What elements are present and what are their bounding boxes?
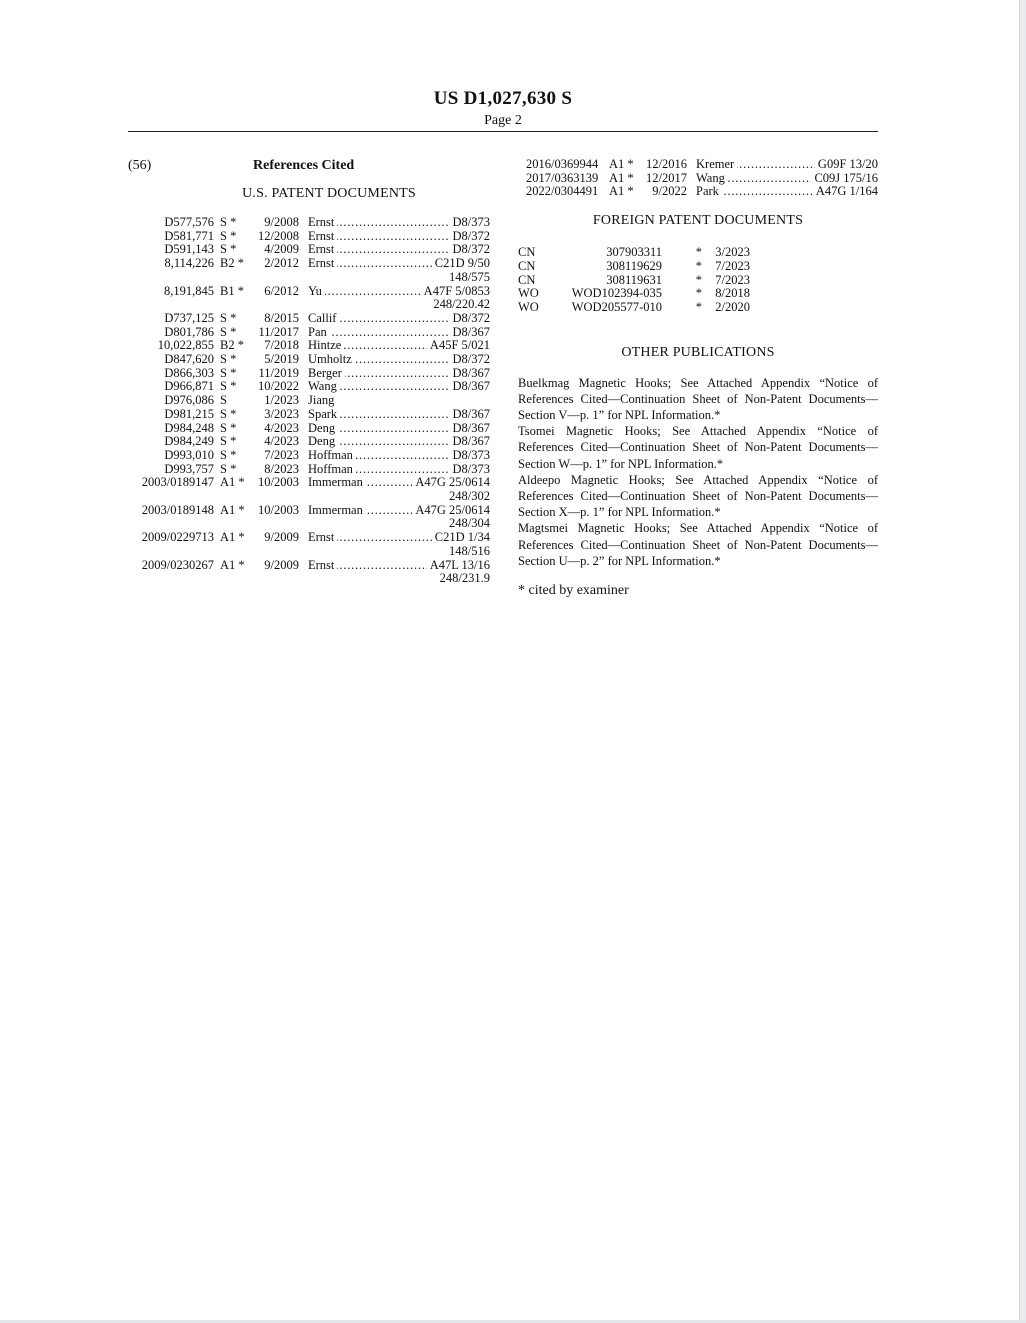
issue-date: 10/2003 bbox=[258, 502, 299, 517]
inventor-name: Immerman bbox=[308, 504, 366, 517]
kind-code: S * bbox=[220, 352, 237, 367]
kind-code: S * bbox=[220, 406, 237, 421]
kind-code: A1 * bbox=[609, 170, 634, 185]
header-rule bbox=[128, 131, 878, 132]
kind-code: A1 * bbox=[609, 184, 634, 199]
kind-code: S * bbox=[220, 379, 237, 394]
other-publications-list bbox=[518, 375, 878, 569]
patent-number: US D1,027,630 S bbox=[433, 88, 573, 109]
classification: D8/367 bbox=[450, 380, 491, 394]
issue-date: 10/2003 bbox=[258, 475, 299, 490]
classification: A47G 25/0614 bbox=[412, 504, 490, 518]
foreign-patent-documents-list bbox=[518, 246, 878, 315]
document-number: D591,143 bbox=[164, 242, 214, 257]
inventor-name: Ernst bbox=[308, 257, 337, 270]
page-number: Page 2 bbox=[484, 113, 522, 128]
inventor-name: Ernst bbox=[308, 243, 337, 256]
publication-date: 7/2023 bbox=[715, 258, 750, 273]
section-number: (56) bbox=[128, 158, 152, 173]
classification: D8/372 bbox=[450, 353, 491, 367]
inventor-cell bbox=[696, 172, 811, 186]
issue-date: 9/2009 bbox=[264, 557, 299, 572]
issue-date: 5/2019 bbox=[264, 352, 299, 367]
classification: D8/373 bbox=[450, 449, 491, 463]
classification: D8/367 bbox=[450, 367, 491, 381]
publication-date: 7/2023 bbox=[715, 272, 750, 287]
other-publications-title: OTHER PUBLICATIONS bbox=[621, 344, 775, 360]
foreign-reference-row bbox=[518, 260, 878, 274]
inventor-name: Berger bbox=[308, 367, 345, 380]
publication-date: 3/2023 bbox=[715, 245, 750, 260]
kind-code: S * bbox=[220, 420, 237, 435]
classification: D8/373 bbox=[450, 463, 491, 477]
inventor-cell bbox=[308, 380, 450, 394]
classification: D8/367 bbox=[450, 326, 491, 340]
inventor-name: Callif bbox=[308, 312, 339, 325]
publication-date: 2/2020 bbox=[715, 299, 750, 314]
issue-date: 1/2023 bbox=[264, 393, 299, 408]
kind-code: S * bbox=[220, 228, 237, 243]
classification: A45F 5/021 bbox=[427, 339, 490, 353]
kind-code: S * bbox=[220, 242, 237, 257]
inventor-name: Wang bbox=[696, 172, 728, 185]
reference-row bbox=[128, 476, 490, 490]
document-number: 2016/0369944 bbox=[526, 157, 599, 171]
inventor-name: Jiang bbox=[308, 394, 337, 407]
document-number: D993,010 bbox=[164, 447, 214, 462]
classification-continued: 148/516 bbox=[449, 543, 490, 558]
country-code: CN bbox=[518, 272, 536, 287]
classification-continued: 248/220.42 bbox=[433, 297, 490, 312]
document-number: D981,215 bbox=[164, 406, 214, 421]
reference-row bbox=[128, 435, 490, 449]
kind-code: A1 * bbox=[609, 157, 634, 171]
classification: A47G 25/0614 bbox=[412, 476, 490, 490]
kind-code: S * bbox=[220, 310, 237, 325]
document-number: D993,757 bbox=[164, 461, 214, 476]
kind-code: S * bbox=[220, 461, 237, 476]
inventor-cell bbox=[308, 216, 450, 230]
inventor-name: Immerman bbox=[308, 476, 366, 489]
document-number: D976,086 bbox=[164, 393, 214, 408]
issue-date: 7/2023 bbox=[264, 447, 299, 462]
references-right-column bbox=[518, 158, 878, 599]
examiner-mark: * bbox=[695, 272, 702, 287]
us-patent-documents-continued bbox=[518, 158, 878, 199]
kind-code: S * bbox=[220, 215, 237, 229]
inventor-name: Umholtz bbox=[308, 353, 355, 366]
reference-row bbox=[128, 339, 490, 353]
country-code: WO bbox=[518, 286, 539, 301]
inventor-cell bbox=[308, 285, 421, 299]
reference-row bbox=[128, 367, 490, 381]
inventor-cell bbox=[308, 449, 450, 463]
document-number: 2017/0363139 bbox=[526, 170, 599, 185]
reference-row bbox=[128, 422, 490, 436]
examiner-mark: * bbox=[695, 258, 702, 273]
reference-row bbox=[128, 380, 490, 394]
issue-date: 9/2009 bbox=[264, 530, 299, 545]
kind-code: A1 * bbox=[220, 502, 245, 517]
classification: A47G 1/164 bbox=[813, 185, 878, 199]
reference-row bbox=[128, 285, 490, 299]
document-number: 2022/0304491 bbox=[526, 184, 599, 199]
document-number: D581,771 bbox=[164, 228, 214, 243]
issue-date: 3/2023 bbox=[264, 406, 299, 421]
us-patent-documents-title: U.S. PATENT DOCUMENTS bbox=[242, 186, 416, 201]
classification: D8/367 bbox=[450, 408, 491, 422]
inventor-cell bbox=[308, 339, 427, 353]
document-number: D737,125 bbox=[164, 310, 214, 325]
classification: C21D 9/50 bbox=[432, 257, 490, 271]
reference-row bbox=[128, 257, 490, 271]
inventor-cell bbox=[308, 504, 412, 518]
references-left-column bbox=[128, 158, 490, 586]
inventor-name: Ernst bbox=[308, 230, 337, 243]
inventor-name: Deng bbox=[308, 422, 338, 435]
inventor-name: Ernst bbox=[308, 216, 337, 229]
inventor-cell bbox=[308, 243, 450, 257]
reference-row bbox=[128, 230, 490, 244]
inventor-cell bbox=[308, 367, 450, 381]
classification: D8/372 bbox=[450, 230, 491, 244]
country-code: CN bbox=[518, 258, 536, 273]
reference-row bbox=[128, 216, 490, 230]
inventor-name: Ernst bbox=[308, 531, 337, 544]
foreign-reference-row bbox=[518, 246, 878, 260]
inventor-cell bbox=[696, 158, 815, 172]
document-number: D866,303 bbox=[164, 365, 214, 380]
issue-date: 4/2009 bbox=[264, 242, 299, 257]
foreign-reference-row bbox=[518, 287, 878, 301]
classification: G09F 13/20 bbox=[815, 158, 878, 172]
classification-continued: 248/304 bbox=[449, 516, 490, 531]
document-number: 8,114,226 bbox=[164, 256, 214, 271]
reference-row bbox=[128, 243, 490, 257]
inventor-name: Hintze bbox=[308, 339, 344, 352]
classification: A47L 13/16 bbox=[427, 559, 490, 573]
kind-code: B2 * bbox=[220, 338, 244, 353]
cited-by-examiner-note: * cited by examiner bbox=[518, 583, 629, 599]
reference-row bbox=[128, 408, 490, 422]
inventor-name: Hoffman bbox=[308, 449, 356, 462]
issue-date: 4/2023 bbox=[264, 420, 299, 435]
classification: D8/367 bbox=[450, 422, 491, 436]
document-number: 307903311 bbox=[606, 245, 662, 260]
references-heading bbox=[128, 158, 490, 178]
classification: D8/373 bbox=[450, 216, 491, 230]
country-code: CN bbox=[518, 245, 536, 260]
document-number: 308119631 bbox=[606, 272, 662, 287]
document-number: 8,191,845 bbox=[164, 283, 214, 298]
inventor-name: Wang bbox=[308, 380, 340, 393]
document-number: D801,786 bbox=[164, 324, 214, 339]
publication-entry: Aldeepo Magnetic Hooks; See Attached Appendix “Notice of References Cited—Continuation Sheet of Non-Patent Documents—Section X—p. 1” for NPL Information.* bbox=[518, 472, 878, 520]
publication-entry: Magtsmei Magnetic Hooks; See Attached Appendix “Notice of References Cited—Continuation Sheet of Non-Patent Documents—Section U—p. 2” for NPL Information.* bbox=[518, 521, 878, 568]
inventor-cell bbox=[308, 463, 450, 477]
classification-continued: 248/302 bbox=[449, 489, 490, 504]
inventor-cell bbox=[308, 230, 450, 244]
inventor-cell bbox=[308, 326, 450, 340]
country-code: WO bbox=[518, 299, 539, 314]
document-number: 10,022,855 bbox=[157, 338, 214, 353]
kind-code: A1 * bbox=[220, 475, 245, 490]
examiner-mark: * bbox=[695, 245, 702, 260]
document-number: 2009/0229713 bbox=[141, 530, 214, 545]
document-number: 308119629 bbox=[606, 258, 662, 273]
classification: C21D 1/34 bbox=[432, 531, 490, 545]
document-number: WOD102394-035 bbox=[571, 286, 662, 301]
inventor-name: Kremer bbox=[696, 158, 737, 171]
issue-date: 7/2018 bbox=[264, 338, 299, 353]
reference-row bbox=[128, 326, 490, 340]
us-patent-documents-list bbox=[128, 216, 490, 586]
issue-date: 12/2016 bbox=[646, 157, 687, 171]
issue-date: 9/2008 bbox=[264, 215, 299, 229]
inventor-cell bbox=[308, 476, 412, 490]
classification: D8/372 bbox=[450, 312, 491, 326]
classification: D8/367 bbox=[450, 435, 491, 449]
inventor-name: Pan bbox=[308, 326, 330, 339]
examiner-mark: * bbox=[695, 286, 702, 301]
document-number: D577,576 bbox=[164, 215, 214, 229]
foreign-patent-documents-title: FOREIGN PATENT DOCUMENTS bbox=[592, 213, 804, 229]
kind-code: S bbox=[220, 393, 227, 408]
kind-code: S * bbox=[220, 324, 237, 339]
document-number: 2009/0230267 bbox=[141, 557, 214, 572]
document-number: D984,248 bbox=[164, 420, 214, 435]
page-header bbox=[128, 88, 878, 129]
inventor-name: Spark bbox=[308, 408, 340, 421]
classification: D8/372 bbox=[450, 243, 491, 257]
page-edge-right bbox=[1019, 0, 1026, 1323]
classification: A47F 5/0853 bbox=[421, 285, 490, 299]
kind-code: B1 * bbox=[220, 283, 244, 298]
inventor-name: Yu bbox=[308, 285, 325, 298]
inventor-cell bbox=[308, 408, 450, 422]
publication-entry: Tsomei Magnetic Hooks; See Attached Appendix “Notice of References Cited—Continuation Sheet of Non-Patent Documents—Section W—p. 1” for NPL Information.* bbox=[518, 424, 878, 471]
kind-code: B2 * bbox=[220, 256, 244, 271]
document-number: D966,871 bbox=[164, 379, 214, 394]
reference-row bbox=[128, 353, 490, 367]
classification-continued: 248/231.9 bbox=[439, 571, 490, 586]
issue-date: 8/2015 bbox=[264, 310, 299, 325]
issue-date: 11/2019 bbox=[258, 365, 299, 380]
inventor-cell bbox=[308, 257, 432, 271]
publication-entry: Buelkmag Magnetic Hooks; See Attached Appendix “Notice of References Cited—Continuation Sheet of Non-Patent Documents—Section V—p. 1” for NPL Information.* bbox=[518, 375, 878, 423]
issue-date: 10/2022 bbox=[258, 379, 299, 394]
inventor-cell bbox=[308, 422, 450, 436]
inventor-cell bbox=[308, 394, 487, 408]
reference-row bbox=[128, 531, 490, 545]
issue-date: 8/2023 bbox=[264, 461, 299, 476]
document-number: D984,249 bbox=[164, 434, 214, 449]
reference-row bbox=[518, 172, 878, 186]
issue-date: 9/2022 bbox=[652, 184, 687, 199]
issue-date: 6/2012 bbox=[264, 283, 299, 298]
inventor-name: Park bbox=[696, 185, 722, 198]
inventor-name: Ernst bbox=[308, 559, 337, 572]
inventor-cell bbox=[308, 559, 427, 573]
inventor-cell bbox=[308, 435, 450, 449]
inventor-cell bbox=[308, 312, 450, 326]
issue-date: 11/2017 bbox=[258, 324, 299, 339]
kind-code: A1 * bbox=[220, 530, 245, 545]
reference-row bbox=[518, 185, 878, 199]
document-number: 2003/0189147 bbox=[141, 475, 214, 490]
publication-date: 8/2018 bbox=[715, 286, 750, 301]
issue-date: 12/2017 bbox=[646, 170, 687, 185]
foreign-reference-row bbox=[518, 301, 878, 315]
reference-row bbox=[518, 158, 878, 172]
document-number: D847,620 bbox=[164, 352, 214, 367]
inventor-cell bbox=[308, 353, 450, 367]
references-title: References Cited bbox=[253, 158, 355, 173]
reference-row bbox=[128, 504, 490, 518]
issue-date: 2/2012 bbox=[264, 256, 299, 271]
kind-code: S * bbox=[220, 434, 237, 449]
document-number: 2003/0189148 bbox=[141, 502, 214, 517]
reference-row bbox=[128, 449, 490, 463]
reference-row bbox=[128, 312, 490, 326]
issue-date: 12/2008 bbox=[258, 228, 299, 243]
reference-row bbox=[128, 394, 490, 408]
kind-code: S * bbox=[220, 447, 237, 462]
inventor-name: Hoffman bbox=[308, 463, 356, 476]
examiner-mark: * bbox=[695, 299, 702, 314]
kind-code: S * bbox=[220, 365, 237, 380]
kind-code: A1 * bbox=[220, 557, 245, 572]
foreign-reference-row bbox=[518, 274, 878, 288]
issue-date: 4/2023 bbox=[264, 434, 299, 449]
inventor-name: Deng bbox=[308, 435, 338, 448]
classification-continued: 148/575 bbox=[449, 269, 490, 284]
reference-row bbox=[128, 463, 490, 477]
classification: C09J 175/16 bbox=[811, 172, 878, 186]
inventor-cell bbox=[696, 185, 813, 199]
reference-row bbox=[128, 559, 490, 573]
document-number: WOD205577-010 bbox=[571, 299, 662, 314]
inventor-cell bbox=[308, 531, 432, 545]
